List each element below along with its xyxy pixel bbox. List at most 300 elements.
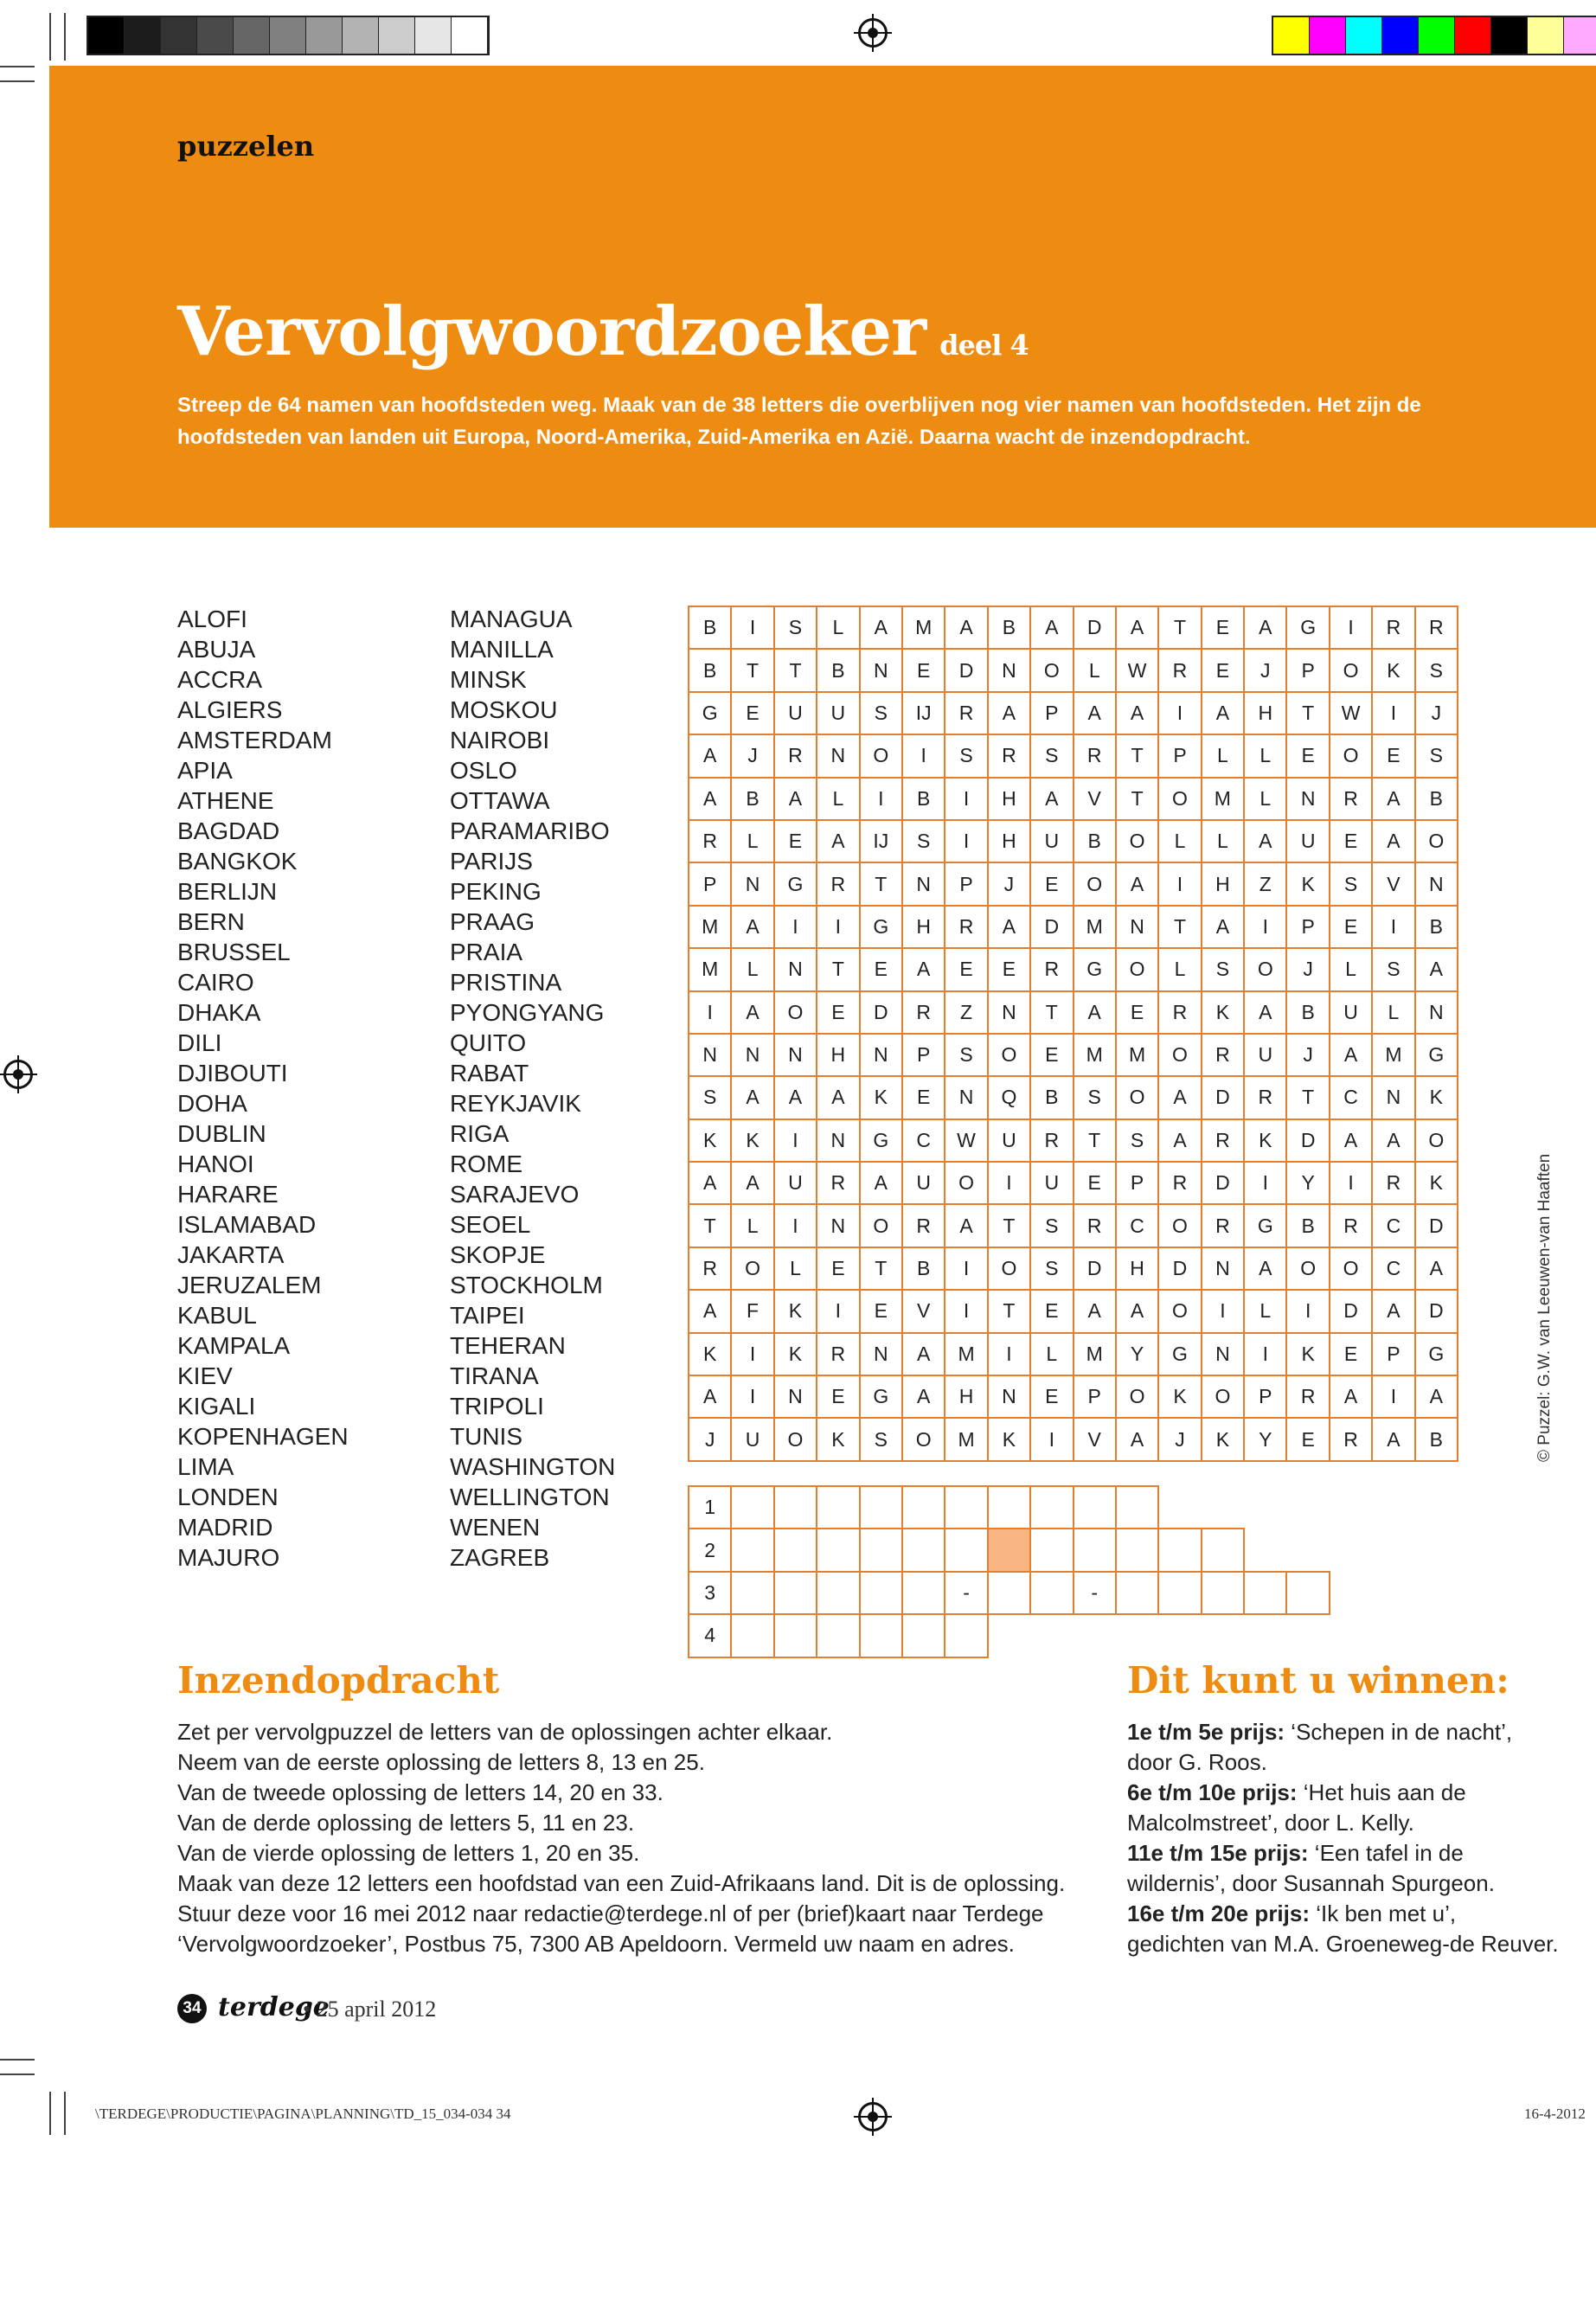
grid-cell: O [945,1163,988,1205]
grid-cell: S [1416,735,1458,778]
answer-cell[interactable] [1202,1573,1245,1615]
prize-item [1127,1717,1560,1778]
page-number: 34 [177,1994,207,2023]
submission-line: Neem van de eerste oplossing de letters 8, 13 en 25. [177,1749,705,1775]
grid-cell: L [1245,1291,1287,1333]
grid-cell: A [1330,1120,1373,1163]
word-list-item: PARIJS [450,848,533,875]
grid-cell: R [1159,992,1202,1035]
grid-cell: T [989,1291,1031,1333]
grid-cell: I [1330,1163,1373,1205]
grid-cell: A [775,1077,817,1119]
prize-description: ‘Het huis aan de Malcolmstreet’, door L. Kelly. [1127,1779,1466,1836]
grid-cell: O [775,1419,817,1461]
grid-cell: N [817,735,860,778]
grid-cell: B [903,779,945,821]
grid-cell: R [1416,607,1458,650]
grid-cell: M [689,907,732,949]
grid-cell: I [989,1334,1031,1376]
answer-cell[interactable] [817,1573,860,1615]
answer-cell[interactable] [775,1573,817,1615]
grid-cell: I [732,1376,774,1419]
grid-cell: I [945,1291,988,1333]
answer-cell[interactable] [903,1573,945,1615]
grid-cell: I [861,779,903,821]
grid-cell: A [945,1205,988,1247]
crop-mark [0,2073,35,2075]
answer-cell[interactable] [861,1487,903,1529]
grid-cell: E [903,1077,945,1119]
grid-cell: S [1117,1120,1159,1163]
grid-cell: P [1245,1376,1287,1419]
grid-cell: U [775,1163,817,1205]
grid-cell: G [861,907,903,949]
grid-cell: O [1159,779,1202,821]
grid-cell: K [732,1120,774,1163]
grid-cell: L [1330,949,1373,991]
grid-cell: H [903,907,945,949]
grid-cell: K [1416,1077,1458,1119]
grid-cell: H [817,1035,860,1077]
grid-cell: J [1287,1035,1330,1077]
grid-cell: M [903,607,945,650]
answer-cell[interactable] [861,1573,903,1615]
grid-cell: O [1117,949,1159,991]
grid-cell: L [1159,949,1202,991]
grid-cell: I [1373,1376,1415,1419]
grid-cell: U [1330,992,1373,1035]
grid-cell: J [1416,693,1458,735]
answer-cell[interactable] [817,1529,860,1572]
grid-cell: A [1373,821,1415,863]
submission-line: ‘Vervolgwoordzoeker’, Postbus 75, 7300 AB Apeldoorn. Vermeld uw naam en adres. [177,1931,1015,1957]
answer-cell[interactable] [989,1573,1031,1615]
grid-cell: N [817,1120,860,1163]
grid-cell: T [1074,1120,1117,1163]
word-list-item: AMSTERDAM [177,727,332,753]
grid-cell: L [732,821,774,863]
grid-cell: J [732,735,774,778]
grid-cell: O [1330,735,1373,778]
word-list-item: QUITO [450,1029,527,1056]
word-list-item: MAJURO [177,1544,280,1571]
grid-cell: A [1416,949,1458,991]
grid-cell: E [1031,863,1074,906]
answer-cell[interactable] [732,1487,774,1529]
grid-cell: O [1117,821,1159,863]
grid-cell: S [775,607,817,650]
grid-cell: N [775,949,817,991]
grid-cell: T [1117,735,1159,778]
grid-cell: O [989,1248,1031,1291]
grid-cell: N [1416,992,1458,1035]
grid-cell: R [1373,607,1415,650]
grid-cell: B [1416,907,1458,949]
grid-cell: R [1202,1035,1245,1077]
prize-item [1127,1778,1560,1838]
grid-cell: O [1287,1248,1330,1291]
grid-cell: P [689,863,732,906]
grid-cell: V [1074,1419,1117,1461]
grid-cell: D [1330,1291,1373,1333]
grid-cell: I [1330,607,1373,650]
title-text: Vervolgwoordzoeker [177,292,926,371]
word-list-item: TIRANA [450,1362,539,1389]
grid-cell: O [1330,650,1373,692]
grid-cell: Z [1245,863,1287,906]
grid-cell: D [1159,1248,1202,1291]
grid-cell: E [1330,1334,1373,1376]
grid-cell: T [689,1205,732,1247]
grid-cell: A [1074,1291,1117,1333]
grid-cell: R [1031,949,1074,991]
grid-cell: Q [989,1077,1031,1119]
prize-item [1127,1899,1560,1959]
grid-cell: R [689,1248,732,1291]
grid-cell: B [1416,779,1458,821]
answer-cell[interactable] [1074,1529,1117,1572]
grid-cell: M [1074,1035,1117,1077]
answer-row [688,1528,1245,1572]
word-list-item: ALGIERS [177,696,283,723]
grid-cell: R [775,735,817,778]
grid-cell: E [989,949,1031,991]
answer-cell[interactable] [1245,1573,1287,1615]
word-list-item: BERLIJN [177,878,278,905]
grid-cell: I [945,779,988,821]
grid-cell: M [1074,1334,1117,1376]
answer-cell[interactable] [817,1487,860,1529]
grid-cell: E [1330,907,1373,949]
word-list-item: MADRID [177,1514,273,1541]
grid-cell: T [1159,607,1202,650]
grid-cell: I [1031,1419,1074,1461]
grid-cell: K [689,1334,732,1376]
answer-row [688,1485,1159,1529]
grid-cell: D [1202,1163,1245,1205]
answer-cell[interactable] [1159,1529,1202,1572]
word-list-item: MANAGUA [450,606,573,632]
grid-cell: M [1373,1035,1415,1077]
grid-cell: R [1287,1376,1330,1419]
answer-cell[interactable] [775,1615,817,1657]
answer-cell[interactable] [1031,1573,1074,1615]
grid-cell: S [689,1077,732,1119]
grid-cell: E [1287,1419,1330,1461]
grid-cell: H [1245,693,1287,735]
answer-cell[interactable] [1031,1529,1074,1572]
grid-cell: E [1202,607,1245,650]
grid-cell: O [1117,1376,1159,1419]
grid-cell: S [861,693,903,735]
grid-cell: E [1074,1163,1117,1205]
grid-cell: K [861,1077,903,1119]
grid-cell: I [775,1205,817,1247]
grid-cell: E [775,821,817,863]
grid-cell: B [989,607,1031,650]
answer-cell[interactable] [903,1615,945,1657]
grid-cell: B [817,650,860,692]
grid-cell: P [1031,693,1074,735]
grid-cell: C [1373,1205,1415,1247]
grid-cell: C [1117,1205,1159,1247]
grid-cell: T [732,650,774,692]
grid-cell: L [817,779,860,821]
grid-cell: A [1416,1248,1458,1291]
grid-cell: P [1074,1376,1117,1419]
grid-cell: A [1373,1291,1415,1333]
grid-cell: E [1287,735,1330,778]
grid-cell: O [861,1205,903,1247]
word-list-item: LONDEN [177,1484,279,1510]
grid-cell: O [1159,1291,1202,1333]
grid-cell: I [903,735,945,778]
grid-cell: I [945,1248,988,1291]
grid-cell: N [1287,779,1330,821]
grid-cell: N [689,1035,732,1077]
grid-cell: I [732,1334,774,1376]
answer-row-number: 2 [689,1529,732,1572]
word-list-item: DOHA [177,1090,247,1117]
grid-cell: T [1159,907,1202,949]
answer-cell[interactable]: - [1074,1573,1117,1615]
grid-cell: N [732,1035,774,1077]
grid-cell: H [945,1376,988,1419]
grid-cell: R [1245,1077,1287,1119]
grid-cell: M [1074,907,1117,949]
word-list-item: DILI [177,1029,222,1056]
grid-cell: N [1117,907,1159,949]
answer-cell[interactable] [945,1615,988,1657]
grid-cell: S [1031,1248,1074,1291]
grid-cell: E [732,693,774,735]
grid-cell: A [732,1163,774,1205]
grid-cell: T [1117,779,1159,821]
issue-date: • 25 april 2012 [303,1997,437,2022]
crop-mark [64,13,66,61]
answer-cell[interactable] [732,1573,774,1615]
answer-cell[interactable] [1031,1487,1074,1529]
grid-cell: A [989,907,1031,949]
grid-cell: N [989,992,1031,1035]
grid-cell: Y [1245,1419,1287,1461]
grid-cell: P [1159,735,1202,778]
grid-cell: P [1287,650,1330,692]
grid-cell: D [945,650,988,692]
answer-cell[interactable] [775,1529,817,1572]
grid-cell: P [1287,907,1330,949]
grid-cell: O [861,735,903,778]
production-date: 16-4-2012 [1524,2106,1586,2122]
grid-cell: E [945,949,988,991]
word-list-item: PRAAG [450,908,535,935]
prize-list [1127,1717,1560,1959]
grid-cell: K [775,1291,817,1333]
grid-cell: D [1416,1205,1458,1247]
crop-mark [0,2059,35,2061]
crop-mark [49,2092,51,2135]
grid-cell: N [1373,1077,1415,1119]
answer-cell[interactable] [1287,1573,1330,1615]
grid-cell: U [732,1419,774,1461]
word-list-item: ROME [450,1150,522,1177]
word-list-item: BANGKOK [177,848,298,875]
grid-cell: O [1416,821,1458,863]
answer-row-number: 3 [689,1573,732,1615]
grid-cell: V [1373,863,1415,906]
grid-cell: I [1373,693,1415,735]
grid-cell: A [1117,863,1159,906]
grid-cell: O [989,1035,1031,1077]
answer-row-number: 1 [689,1487,732,1529]
word-list-item: TRIPOLI [450,1393,544,1420]
grid-cell: E [1373,735,1415,778]
word-list-item: KOPENHAGEN [177,1423,349,1450]
grid-cell: L [1373,992,1415,1035]
grid-cell: S [1330,863,1373,906]
grid-cell: D [1031,907,1074,949]
grid-cell: Y [1287,1163,1330,1205]
grid-cell: A [989,693,1031,735]
word-list-item: MANILLA [450,636,554,663]
grid-cell: A [1159,1120,1202,1163]
answer-cell[interactable] [1117,1487,1159,1529]
grid-cell: A [1159,1077,1202,1119]
submission-line: Stuur deze voor 16 mei 2012 naar redactie@terdege.nl of per (brief)kaart naar Terdege [177,1900,1044,1926]
grid-cell: E [1330,821,1373,863]
grid-cell: I [1245,1334,1287,1376]
grid-cell: N [817,1205,860,1247]
word-list-item: BERN [177,908,245,935]
grid-cell: A [1117,607,1159,650]
grid-cell: J [1287,949,1330,991]
answer-cell[interactable] [732,1529,774,1572]
answer-cell[interactable] [861,1529,903,1572]
grid-cell: D [1202,1077,1245,1119]
grid-cell: O [903,1419,945,1461]
word-list-item: STOCKHOLM [450,1272,603,1298]
grid-cell: R [903,1205,945,1247]
word-list-item: MINSK [450,666,527,693]
answer-cell[interactable] [732,1615,774,1657]
grid-cell: K [689,1120,732,1163]
grid-cell: W [1330,693,1373,735]
answer-cell[interactable] [817,1615,860,1657]
production-slug: \TERDEGE\PRODUCTIE\PAGINA\PLANNING\TD_15_034-034 34 [95,2106,511,2122]
grid-cell: A [689,735,732,778]
crop-mark [0,66,35,67]
grid-cell: J [1159,1419,1202,1461]
submission-line: Van de derde oplossing de letters 5, 11 en 23. [177,1810,635,1836]
word-list-item: TEHERAN [450,1332,566,1359]
grid-cell: A [903,949,945,991]
answer-cell[interactable] [945,1529,988,1572]
answer-cell[interactable]: - [945,1573,988,1615]
answer-row [688,1571,1330,1615]
word-list-item: KABUL [177,1302,257,1329]
answer-cell[interactable] [1202,1529,1245,1572]
grid-cell: A [1202,907,1245,949]
grid-cell: L [732,949,774,991]
grid-cell: Y [1117,1334,1159,1376]
word-list-item: OTTAWA [450,787,550,814]
grid-cell: T [989,1205,1031,1247]
grid-cell: A [1117,1419,1159,1461]
answer-cell[interactable] [1117,1573,1159,1615]
grid-cell: E [903,650,945,692]
word-list-item: DJIBOUTI [177,1060,288,1086]
grid-cell: S [945,735,988,778]
grid-cell: V [1074,779,1117,821]
grid-cell: B [1074,821,1117,863]
answer-cell[interactable] [945,1487,988,1529]
puzzle-credit: © Puzzel: G.W. van Leeuwen-van Haaften [1535,1153,1554,1462]
grid-cell: A [1330,1035,1373,1077]
grid-cell: D [861,992,903,1035]
answer-cell[interactable] [1159,1573,1202,1615]
grid-cell: K [1287,863,1330,906]
grid-cell: N [861,650,903,692]
word-list-item: CAIRO [177,969,254,996]
grid-cell: O [1202,1376,1245,1419]
grid-cell: S [1074,1077,1117,1119]
answer-cell[interactable] [989,1529,1031,1572]
grid-cell: A [1416,1376,1458,1419]
grid-cell: H [1202,863,1245,906]
grid-cell: A [1245,992,1287,1035]
grid-cell: L [1159,821,1202,863]
word-list-item: TUNIS [450,1423,522,1450]
grid-cell: A [732,992,774,1035]
grid-cell: S [903,821,945,863]
grid-cell: R [1330,779,1373,821]
answer-cell[interactable] [775,1487,817,1529]
word-list-item: SARAJEVO [450,1181,580,1208]
grid-cell: P [903,1035,945,1077]
grid-cell: P [1117,1163,1159,1205]
answer-cell[interactable] [989,1487,1031,1529]
grid-cell: I [1159,693,1202,735]
answer-cell[interactable] [1117,1529,1159,1572]
grid-cell: T [817,949,860,991]
word-list-item: REYKJAVIK [450,1090,581,1117]
grid-cell: G [689,693,732,735]
grid-cell: A [1031,779,1074,821]
grid-cell: R [945,693,988,735]
answer-cell[interactable] [903,1529,945,1572]
word-list-column-2 [450,604,615,1573]
grid-cell: N [989,650,1031,692]
answer-cell[interactable] [1074,1487,1117,1529]
grid-cell: K [1416,1163,1458,1205]
grid-cell: L [1202,735,1245,778]
grid-cell: I [732,607,774,650]
grid-cell: S [1373,949,1415,991]
grid-cell: IJ [903,693,945,735]
answer-cell[interactable] [861,1615,903,1657]
grid-cell: M [945,1334,988,1376]
grid-cell: I [989,1163,1031,1205]
grid-cell: N [903,863,945,906]
grid-cell: A [903,1376,945,1419]
grid-cell: R [1074,735,1117,778]
grid-cell: R [989,735,1031,778]
grid-cell: E [1031,1291,1074,1333]
grid-cell: A [1373,779,1415,821]
grid-cell: I [1373,907,1415,949]
answer-cell[interactable] [903,1487,945,1529]
answer-row-number: 4 [689,1615,732,1657]
